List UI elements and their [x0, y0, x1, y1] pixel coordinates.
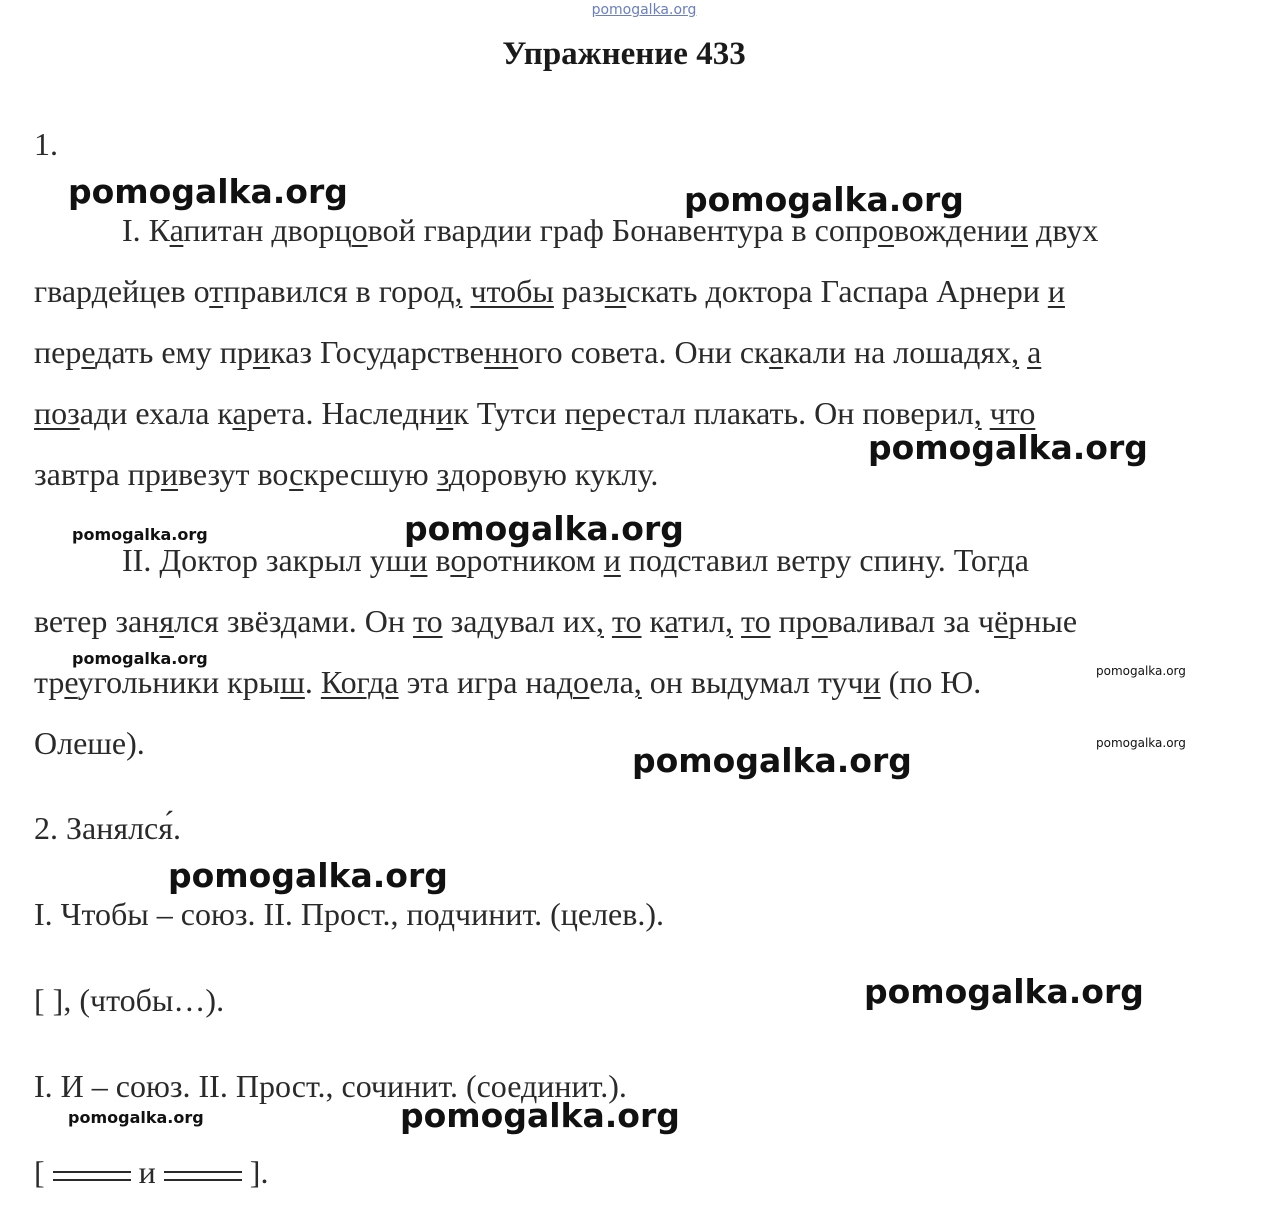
para1-line1: I. Капитан дворцовой гвардии граф Бонавентура в сопровождении двух [122, 212, 1099, 248]
para2-line4: Олеше). [34, 725, 145, 761]
predicate-double-line [164, 1171, 242, 1181]
para1-line4: позади ехала карета. Наследник Тутси перестал плакать. Он поверил, что [34, 395, 1036, 431]
watermark: pomogalka.org [72, 525, 208, 544]
para1-line2: гвардейцев отправился в город, чтобы разыскать доктора Гаспара Арнери и [34, 273, 1065, 309]
watermark: pomogalka.org [68, 172, 348, 211]
analysis-1: I. Чтобы – союз. II. Прост., подчинит. (целев.). [34, 896, 664, 932]
watermark: pomogalka.org [72, 649, 208, 668]
para1-line3: передать ему приказ Государственного совета. Они скакали на лошадях, а [34, 334, 1042, 370]
watermark: pomogalka.org [864, 972, 1144, 1011]
scheme-1: [ ], (чтобы…). [34, 982, 225, 1018]
watermark: pomogalka.org [1096, 736, 1186, 750]
para2-line3: треугольники крыш. Когда эта игра надоела, он выдумал тучи (по Ю. [34, 664, 982, 700]
watermark: pomogalka.org [1096, 664, 1186, 678]
para2-line1: II. Доктор закрыл уши воротником и подставил ветру спину. Тогда [122, 542, 1029, 578]
scheme-2 [34, 1154, 268, 1191]
analysis-2: I. И – союз. II. Прост., сочинит. (соединит.). [34, 1068, 627, 1104]
watermark: pomogalka.org [684, 180, 964, 219]
watermark: pomogalka.org [400, 1096, 680, 1135]
section-1-number: 1. [34, 126, 58, 162]
top-watermark-link[interactable]: pomogalka.org [591, 2, 697, 18]
predicate-double-line [53, 1171, 131, 1181]
para2-line2: ветер занялся звёздами. Он то задувал их, то катил, то проваливал за чёрные [34, 603, 1078, 639]
watermark: pomogalka.org [68, 1108, 204, 1127]
scheme-2-open-bracket: [ [34, 1154, 45, 1190]
watermark: pomogalka.org [404, 509, 684, 548]
scheme-2-conjunction: и [138, 1154, 156, 1190]
scheme-2-close-bracket: ]. [249, 1154, 269, 1190]
watermark: pomogalka.org [168, 856, 448, 895]
watermark: pomogalka.org [868, 428, 1148, 467]
watermark: pomogalka.org [632, 741, 912, 780]
page-title: Упражнение 433 [502, 36, 746, 72]
para1-line5: завтра привезут воскресшую здоровую куклу. [34, 456, 659, 492]
section-2-stress: 2. Занялся́. [34, 810, 181, 846]
